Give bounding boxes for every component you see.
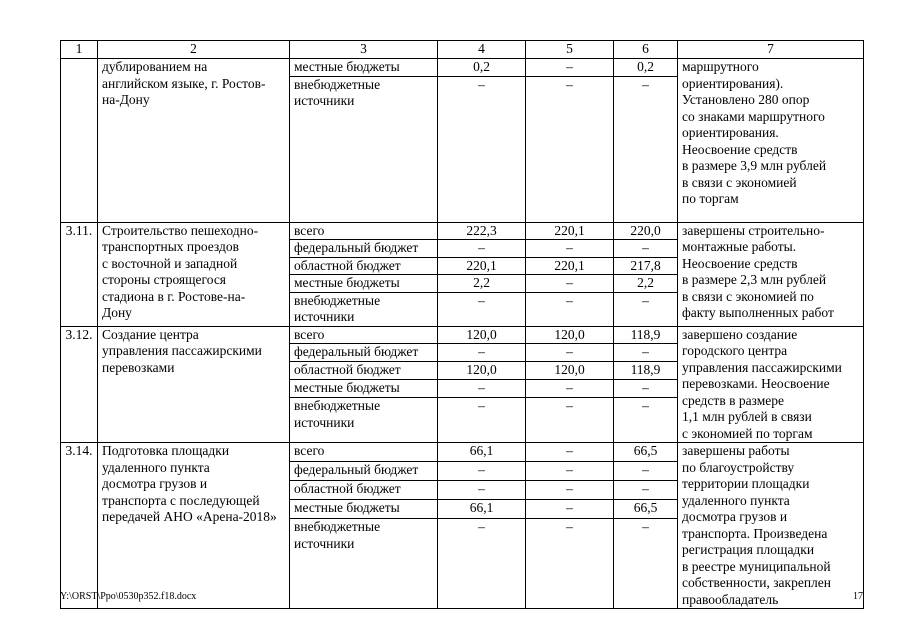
amount-cell: – xyxy=(438,380,526,398)
amount-cell: 66,5 xyxy=(614,500,678,519)
funding-source: областной бюджет xyxy=(290,481,438,500)
header-cell: 1 xyxy=(61,41,98,59)
amount-cell: 0,2 xyxy=(438,59,526,77)
item-name: Создание центра управления пассажирскими перевозками xyxy=(98,326,290,443)
page-number: 17 xyxy=(853,591,863,602)
amount-cell: 220,0 xyxy=(614,222,678,240)
header-cell: 4 xyxy=(438,41,526,59)
amount-cell: 66,5 xyxy=(614,443,678,462)
amount-cell: – xyxy=(438,344,526,362)
amount-cell: 120,0 xyxy=(526,326,614,344)
amount-cell: 220,1 xyxy=(438,257,526,275)
amount-cell: – xyxy=(614,519,678,609)
amount-cell: 66,1 xyxy=(438,443,526,462)
amount-cell: – xyxy=(526,443,614,462)
amount-cell: – xyxy=(526,481,614,500)
table-row xyxy=(61,443,864,462)
amount-cell: 120,0 xyxy=(438,326,526,344)
amount-cell: – xyxy=(526,519,614,609)
amount-cell: 220,1 xyxy=(526,222,614,240)
funding-source: местные бюджеты xyxy=(290,59,438,77)
funding-source: местные бюджеты xyxy=(290,500,438,519)
funding-source: внебюджетные источники xyxy=(290,519,438,609)
amount-cell: – xyxy=(438,76,526,222)
funding-source: местные бюджеты xyxy=(290,380,438,398)
amount-cell: – xyxy=(614,398,678,443)
result-note: завершено создание городского центра управления пассажирскими перевозками. Неосвоение средств в размере 1,1 млн рублей в связи с экономией по торгам xyxy=(678,326,864,443)
funding-source: внебюджетные источники xyxy=(290,292,438,326)
header-cell: 7 xyxy=(678,41,864,59)
header-cell: 6 xyxy=(614,41,678,59)
funding-source: внебюджетные источники xyxy=(290,398,438,443)
file-path: Y:\ORST\Ppo\0530p352.f18.docx xyxy=(60,591,197,602)
item-name: Подготовка площадки удаленного пункта досмотра грузов и транспорта с последующей передачей АНО «Арена-2018» xyxy=(98,443,290,609)
amount-cell: 120,0 xyxy=(438,362,526,380)
amount-cell: – xyxy=(526,76,614,222)
amount-cell: 118,9 xyxy=(614,326,678,344)
amount-cell: – xyxy=(614,462,678,481)
amount-cell: 120,0 xyxy=(526,362,614,380)
amount-cell: – xyxy=(438,240,526,258)
item-name: Строительство пешеходно- транспортных проездов с восточной и западной стороны строящегося стадиона в г. Ростове-на- Дону xyxy=(98,222,290,326)
amount-cell: – xyxy=(526,462,614,481)
item-name: дублированием на английском языке, г. Ростов- на-Дону xyxy=(98,59,290,223)
item-number: 3.14. xyxy=(61,443,98,609)
amount-cell: 222,3 xyxy=(438,222,526,240)
funding-source: федеральный бюджет xyxy=(290,344,438,362)
amount-cell: 217,8 xyxy=(614,257,678,275)
amount-cell: – xyxy=(614,292,678,326)
funding-source: федеральный бюджет xyxy=(290,240,438,258)
table-row xyxy=(61,222,864,240)
amount-cell: – xyxy=(438,398,526,443)
amount-cell: – xyxy=(614,380,678,398)
amount-cell: 2,2 xyxy=(438,275,526,293)
funding-source: всего xyxy=(290,443,438,462)
amount-cell: – xyxy=(526,500,614,519)
item-number: 3.11. xyxy=(61,222,98,326)
funding-source: местные бюджеты xyxy=(290,275,438,293)
funding-source: всего xyxy=(290,326,438,344)
result-note: завершены строительно- монтажные работы. Неосвоение средств в размере 2,3 млн рублей в связи с экономией по факту выполненных работ xyxy=(678,222,864,326)
amount-cell: 220,1 xyxy=(526,257,614,275)
amount-cell: – xyxy=(526,59,614,77)
amount-cell: – xyxy=(614,344,678,362)
amount-cell: – xyxy=(614,76,678,222)
amount-cell: 2,2 xyxy=(614,275,678,293)
amount-cell: 66,1 xyxy=(438,500,526,519)
amount-cell: – xyxy=(438,292,526,326)
funding-source: федеральный бюджет xyxy=(290,462,438,481)
table-row xyxy=(61,59,864,77)
funding-source: всего xyxy=(290,222,438,240)
header-cell: 2 xyxy=(98,41,290,59)
header-cell: 3 xyxy=(290,41,438,59)
amount-cell: 118,9 xyxy=(614,362,678,380)
amount-cell: – xyxy=(526,380,614,398)
item-number: 3.12. xyxy=(61,326,98,443)
amount-cell: – xyxy=(438,462,526,481)
budget-table xyxy=(60,40,864,609)
funding-source: областной бюджет xyxy=(290,257,438,275)
amount-cell: – xyxy=(526,275,614,293)
result-note: маршрутного ориентирования). Установлено 280 опор со знаками маршрутного ориентирования. Неосвоение средств в размере 3,9 млн рублей в связи с экономией по торгам xyxy=(678,59,864,223)
header-cell: 5 xyxy=(526,41,614,59)
amount-cell: – xyxy=(614,240,678,258)
table-row xyxy=(61,326,864,344)
item-number xyxy=(61,59,98,223)
amount-cell: – xyxy=(526,240,614,258)
funding-source: областной бюджет xyxy=(290,362,438,380)
amount-cell: – xyxy=(438,519,526,609)
amount-cell: 0,2 xyxy=(614,59,678,77)
amount-cell: – xyxy=(526,344,614,362)
amount-cell: – xyxy=(526,292,614,326)
amount-cell: – xyxy=(614,481,678,500)
amount-cell: – xyxy=(438,481,526,500)
header-row xyxy=(61,41,864,59)
result-note: завершены работы по благоустройству территории площадки удаленного пункта досмотра грузов и транспорта. Произведена регистрация площадки в реестре муниципальной собственности, закреплен правообладатель xyxy=(678,443,864,609)
funding-source: внебюджетные источники xyxy=(290,76,438,222)
amount-cell: – xyxy=(526,398,614,443)
